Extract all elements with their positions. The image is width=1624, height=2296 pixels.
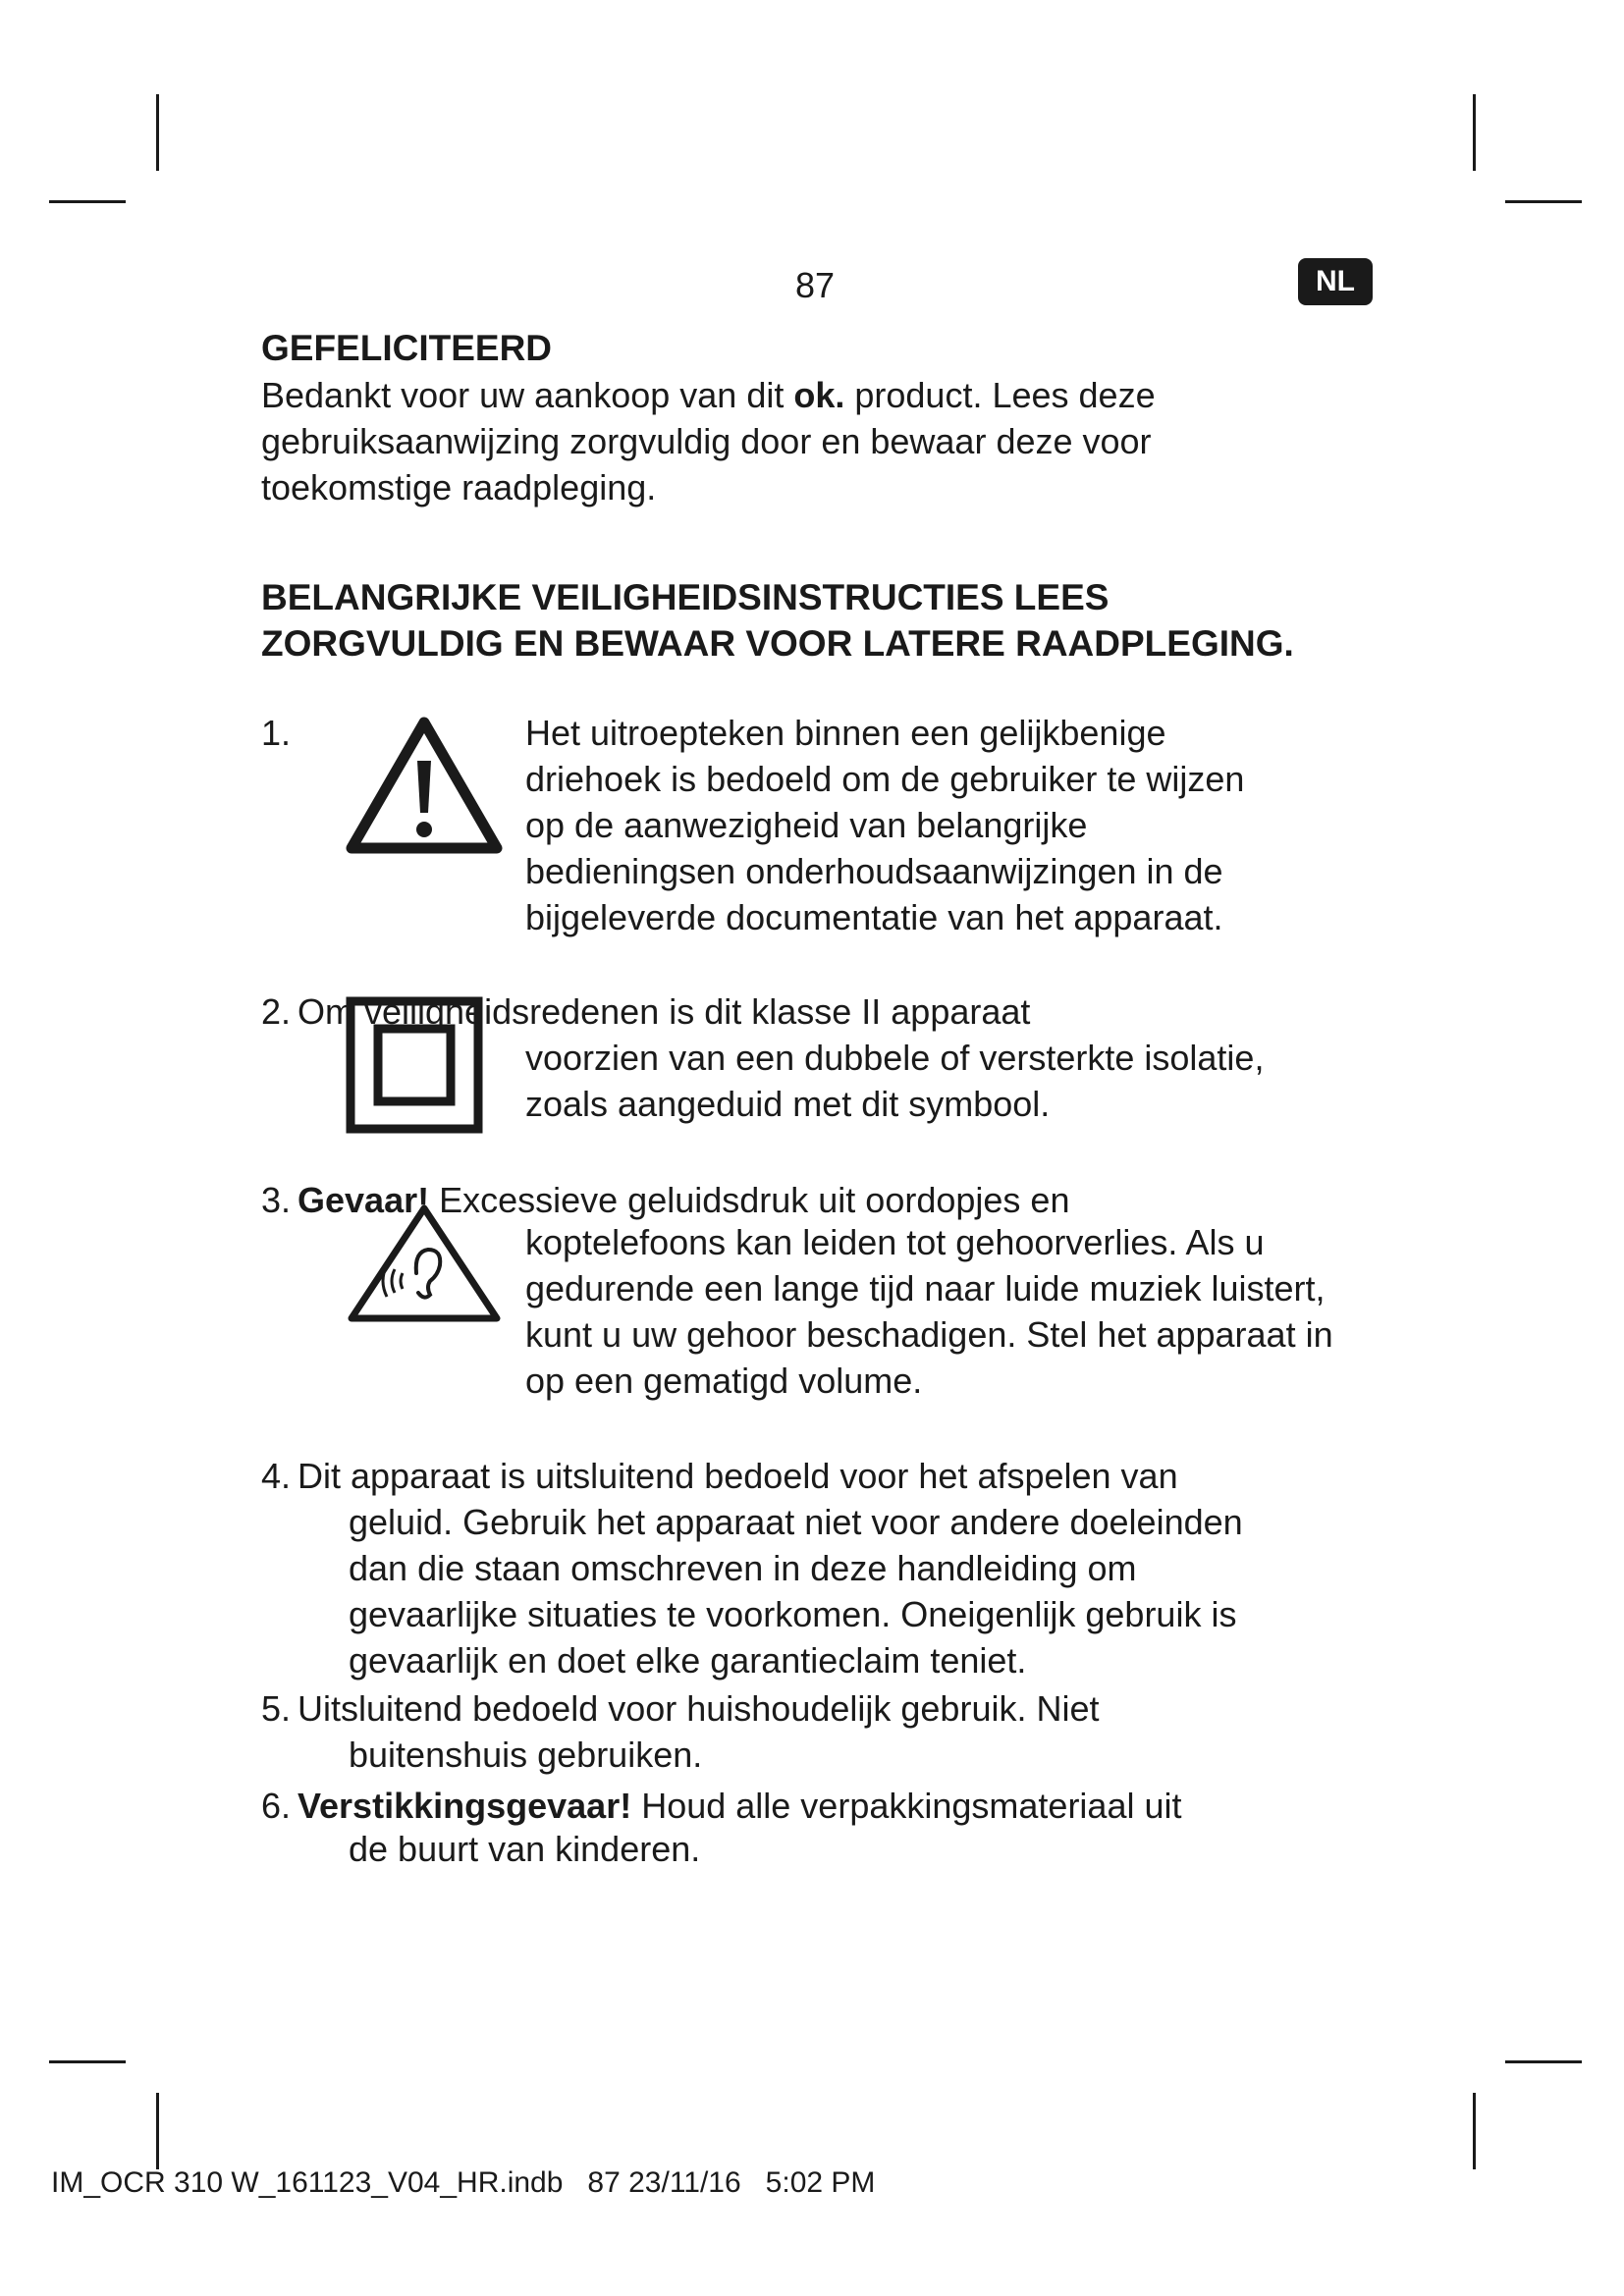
item-text: Het uitroepteken binnen een gelijkbenige driehoek is bedoeld om de gebruiker te wijzen op de aanwezigheid van belangrijke bedieningsen onderhoudsaanwijzingen in de bijgeleverde documentatie van het apparaat.: [525, 713, 1245, 937]
intro-line: Bedankt voor uw aankoop van dit ok. product. Lees deze: [261, 375, 1156, 415]
warning-label: Verstikkingsgevaar!: [298, 1786, 632, 1826]
item-text: geluid. Gebruik het apparaat niet voor andere doeleinden dan die staan omschreven in deze handleiding om gevaarlijke situaties te voorkomen. Oneigenlijk gebruik is gevaarlijk en doet elke garantieclaim teniet.: [349, 1502, 1243, 1681]
warning-triangle-icon: [346, 717, 503, 861]
crop-mark: [1505, 200, 1582, 203]
item-text: Verstikkingsgevaar! Houd alle verpakkingsmateriaal uit: [298, 1786, 1182, 1826]
item-number: 3.: [261, 1180, 292, 1220]
item-number: 1.: [261, 713, 292, 753]
page-number: 87: [794, 265, 836, 305]
item-text: Om veiligheidsredenen is dit klasse II apparaat: [298, 991, 1031, 1032]
crop-mark: [156, 94, 159, 171]
item-text: koptelefoons kan leiden tot gehoorverlies. Als u gedurende een lange tijd naar luide muziek luistert, kunt u uw gehoor beschadigen. Stel het apparaat in op een gematigd volume.: [525, 1222, 1333, 1401]
crop-mark: [1473, 2093, 1476, 2169]
item-text: de buurt van kinderen.: [349, 1829, 701, 1869]
safety-heading: BELANGRIJKE VEILIGHEIDSINSTRUCTIES LEES ZORGVULDIG EN BEWAAR VOOR LATERE RAADPLEGING.: [261, 577, 1294, 664]
intro-line: toekomstige raadpleging.: [261, 467, 657, 507]
crop-mark: [49, 2060, 126, 2063]
crop-mark: [49, 200, 126, 203]
item-text: Uitsluitend bedoeld voor huishoudelijk gebruik. Niet: [298, 1688, 1100, 1729]
item-text: Gevaar! Excessieve geluidsdruk uit oordopjes en: [298, 1180, 1070, 1220]
warning-label: Gevaar!: [298, 1180, 430, 1220]
intro-paragraph: [261, 372, 1156, 510]
crop-mark: [1505, 2060, 1582, 2063]
item-number: 5.: [261, 1688, 292, 1729]
item-text: buitenshuis gebruiken.: [349, 1735, 703, 1775]
intro-line: gebruiksaanwijzing zorgvuldig door en bewaar deze voor: [261, 421, 1152, 461]
crop-mark: [1473, 94, 1476, 171]
item-text: Dit apparaat is uitsluitend bedoeld voor het afspelen van: [298, 1456, 1178, 1496]
print-slug: IM_OCR 310 W_161123_V04_HR.indb 87 23/11/16 5:02 PM: [51, 2166, 876, 2199]
hearing-damage-icon: [346, 1202, 503, 1329]
double-insulation-icon: [346, 996, 483, 1139]
language-badge: NL: [1298, 258, 1373, 305]
item-number: 6.: [261, 1786, 292, 1826]
item-number: 2.: [261, 991, 292, 1032]
crop-mark: [156, 2093, 159, 2169]
brand-name: ok.: [793, 375, 845, 415]
item-number: 4.: [261, 1456, 292, 1496]
item-text: voorzien van een dubbele of versterkte isolatie, zoals aangeduid met dit symbool.: [525, 1038, 1265, 1124]
intro-title: GEFELICITEERD: [261, 328, 553, 368]
